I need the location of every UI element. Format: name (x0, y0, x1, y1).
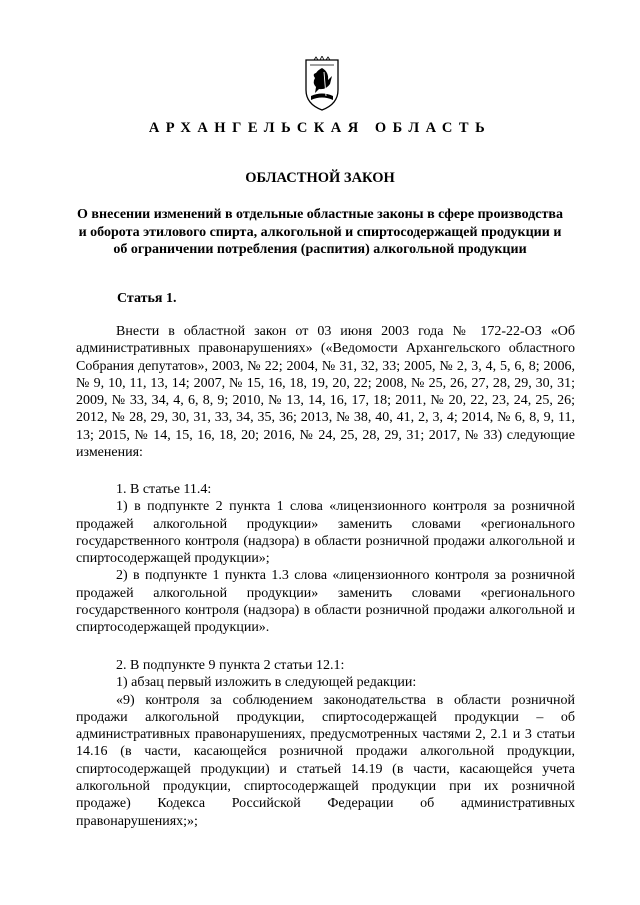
item-1-sub-1: 1) в подпункте 2 пункта 1 слова «лицензионного контроля за розничной продажей алкогольной продукции» заменить словами «регионального государственного контроля (надзора) в области розничной продажи алкогольной и спиртосодержащей продукции»; (76, 499, 575, 567)
item-2-block (76, 657, 575, 830)
article-intro: Внести в областной закон от 03 июня 2003 года № 172-22-ОЗ «Об административных правонарушениях» («Ведомости Архангельского областного Собрания депутатов», 2003, № 22; 2004, № 31, 32, 33; 2005, № 2, 3, 4, 5, 6, 8; 2006, № 9, 10, 11, 13, 14; 2007, № 15, 16, 18, 19, 20, 22; 2008, № 25, 26, 27, 28, 29, 30, 31; 2009, № 33, 34, 4, 6, 8, 9; 2010, № 13, 14, 16, 17, 18; 2011, № 20, 22, 23, 24, 25, 26; 2012, № 28, 29, 30, 31, 33, 34, 35, 36; 2013, № 38, 40, 41, 2, 3, 4; 2014, № 6, 8, 9, 11, 13; 2015, № 14, 15, 16, 18, 20; 2016, № 24, 25, 28, 29, 31; 2017, № 33) следующие изменения: (76, 324, 575, 461)
item-2-heading: 2. В подпункте 9 пункта 2 статьи 12.1: (116, 658, 345, 673)
region-name: АРХАНГЕЛЬСКАЯ ОБЛАСТЬ (148, 120, 492, 136)
item-2-quote: «9) контроля за соблюдением законодательства в области розничной продажи алкогольной продукции, спиртосодержащей продукции – об административных правонарушениях, предусмотренных частями 2, 2.1 и 3 статьи 14.16 (в части, касающейся розничной продажи алкогольной продукции, спиртосодержащей продукции) и статьей 14.19 (в части, касающейся учета алкогольной продукции, спиртосодержащей продукции при их розничной продаже) Кодекса Российской Федерации об административных правонарушениях;»; (76, 692, 575, 829)
article-intro-block (76, 323, 575, 461)
item-1-block (76, 481, 575, 637)
item-1-heading: 1. В статье 11.4: (116, 482, 212, 497)
item-1-sub-2: 2) в подпункте 1 пункта 1.3 слова «лицензионного контроля за розничной продажей алкогольной продукции» заменить словами «регионального государственного контроля (надзора) в области розничной продажи алкогольной и спиртосодержащей продукции». (76, 568, 575, 636)
coat-of-arms-icon (302, 56, 342, 112)
article-heading: Статья 1. (117, 291, 177, 306)
item-2-sub-1: 1) абзац первый изложить в следующей редакции: (116, 675, 417, 691)
document-title: О внесении изменений в отдельные областные законы в сфере производства и оборота этилового спирта, алкогольной и спиртосодержащей продукции и об ограничении потребления (распития) алкогольной продукции (77, 207, 563, 257)
document-type: ОБЛАСТНОЙ ЗАКОН (245, 170, 395, 186)
